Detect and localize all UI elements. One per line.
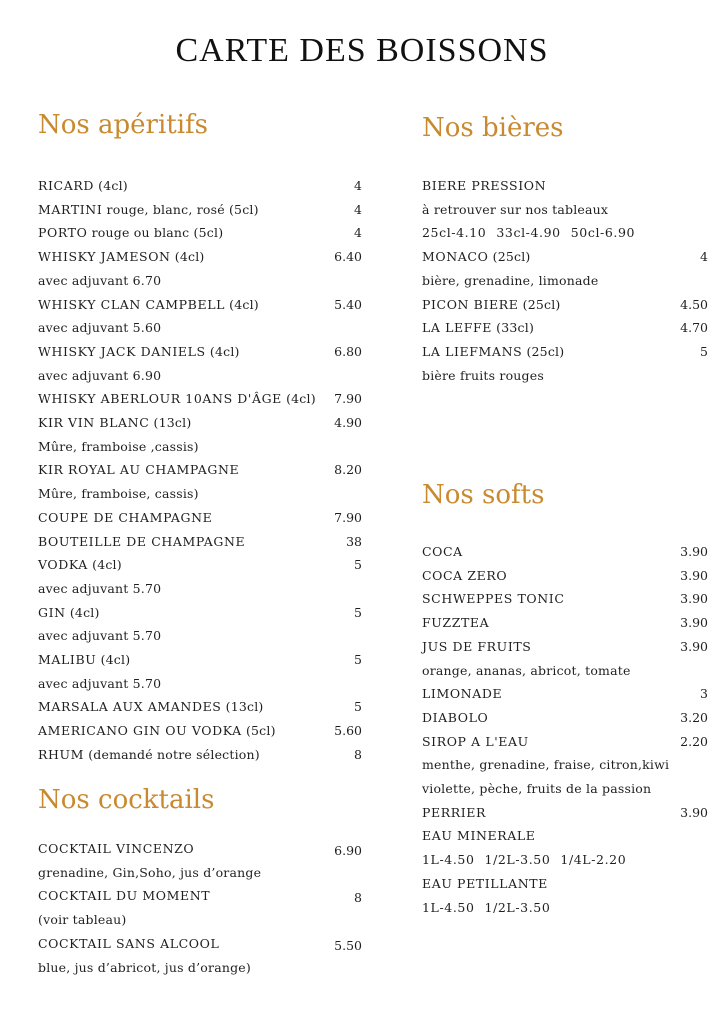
menu-row (422, 778, 708, 800)
item-description: (25cl) (518, 296, 561, 312)
item-price: 4 (354, 225, 362, 241)
item-detail (422, 897, 550, 919)
item-detail (38, 625, 161, 647)
item-price: 3.20 (680, 709, 708, 725)
menu-row (38, 317, 362, 339)
item-description: (4cl) (96, 652, 131, 667)
item-detail (38, 365, 161, 387)
item-name (422, 565, 507, 587)
item-title: MARTINI (38, 201, 103, 217)
item-description: menthe, grenadine, fraise, citron,kiwi (422, 757, 670, 773)
item-title: WHISKY JAMESON (38, 249, 171, 265)
item-name (422, 731, 529, 753)
menu-row (422, 294, 708, 316)
item-name (38, 294, 259, 316)
item-name (38, 341, 240, 363)
menu-row (38, 341, 362, 363)
item-description: orange, ananas, abricot, tomate (422, 662, 631, 678)
menu-row (38, 459, 362, 481)
item-description: (5cl) (241, 723, 276, 739)
item-description: blue, jus d’abricot, jus d’orange) (38, 959, 251, 975)
item-title: COUPE DE CHAMPAGNE (38, 509, 213, 525)
menu-row (38, 507, 362, 529)
item-price: 4 (354, 178, 362, 193)
item-detail (38, 436, 199, 458)
size-price: 1/2L-3.50 (484, 899, 551, 915)
item-price: 5.40 (334, 296, 362, 312)
item-price: 8 (354, 746, 362, 762)
item-detail (38, 270, 161, 292)
item-price: 5 (354, 557, 362, 573)
item-description: (13cl) (221, 699, 264, 715)
menu-row (422, 873, 708, 895)
menu-row (422, 246, 708, 268)
item-name (422, 175, 546, 197)
menu-row (422, 849, 708, 871)
item-price: 5.60 (334, 723, 362, 739)
item-title: PORTO (38, 225, 88, 241)
menu-row (422, 612, 708, 634)
item-price: 5 (354, 604, 362, 620)
item-title: KIR ROYAL AU CHAMPAGNE (38, 462, 240, 478)
item-description: Mûre, framboise ,cassis) (38, 438, 199, 454)
item-description: (25cl) (522, 343, 565, 359)
item-title: FUZZTEA (422, 615, 490, 631)
menu-row (422, 588, 708, 610)
item-description: violette, pèche, fruits de la passion (422, 781, 652, 796)
item-title: PERRIER (422, 804, 487, 820)
menu-row (38, 483, 362, 505)
item-price: 8.20 (334, 462, 362, 478)
item-price: 6.90 (334, 843, 362, 858)
menu-row (38, 222, 362, 244)
item-description: (demandé notre sélection) (84, 746, 260, 762)
size-price: 1L-4.50 (422, 899, 475, 915)
item-title: WHISKY CLAN CAMPBELL (38, 296, 225, 312)
item-title: LA LEFFE (422, 320, 492, 336)
item-price: 6.80 (334, 343, 362, 359)
item-description: avec adjuvant 6.70 (38, 272, 162, 288)
menu-row (38, 909, 362, 931)
item-name (422, 825, 536, 847)
item-name (38, 744, 260, 766)
menu-row (38, 531, 362, 553)
size-price: 1L-4.50 (422, 852, 475, 868)
menu-row (38, 885, 362, 907)
item-title: BIERE PRESSION (422, 178, 547, 193)
item-name (38, 720, 276, 742)
item-description: (33cl) (492, 320, 535, 336)
heading-aperitifs: Nos apéritifs (38, 110, 209, 140)
item-detail (422, 222, 635, 244)
item-name (422, 588, 565, 610)
item-title: EAU PETILLANTE (422, 875, 548, 891)
item-title: COCKTAIL VINCENZO (38, 841, 195, 856)
item-price: 4 (354, 201, 362, 217)
item-title: BOUTEILLE DE CHAMPAGNE (38, 533, 246, 549)
item-price: 4.50 (680, 296, 708, 312)
item-price: 3.90 (680, 567, 708, 583)
item-description: (4cl) (170, 249, 205, 265)
page-title: CARTE DES BOISSONS (175, 32, 549, 69)
item-price: 8 (354, 890, 362, 906)
menu-row (422, 754, 708, 776)
item-name (422, 317, 534, 339)
menu-row (38, 933, 362, 955)
item-name (38, 175, 128, 197)
item-price: 3.90 (680, 615, 708, 631)
item-name (38, 199, 259, 221)
item-price: 4 (700, 249, 708, 265)
item-price: 4.90 (334, 415, 362, 430)
item-description: (4cl) (205, 343, 240, 359)
item-detail (38, 957, 251, 979)
size-price: 1/4L-2.20 (560, 852, 627, 868)
item-description: avec adjuvant 5.70 (38, 580, 162, 596)
size-price: 33cl-4.90 (496, 225, 561, 241)
item-description: (13cl) (149, 415, 192, 430)
item-price: 2.20 (680, 733, 708, 749)
item-price: 3.90 (680, 544, 708, 559)
item-title: EAU MINERALE (422, 828, 536, 844)
menu-row (38, 270, 362, 292)
item-title: COCKTAIL SANS ALCOOL (38, 935, 220, 951)
item-description: bière, grenadine, limonade (422, 272, 599, 288)
item-detail (422, 778, 651, 800)
item-name (422, 341, 564, 363)
item-name (422, 707, 488, 729)
item-title: RHUM (38, 746, 85, 762)
item-title: COCA ZERO (422, 567, 508, 583)
item-title: RICARD (38, 178, 94, 193)
size-price: 25cl-4.10 (422, 225, 487, 241)
menu-row (422, 565, 708, 587)
item-description: avec adjuvant 5.70 (38, 675, 162, 691)
item-name (422, 541, 463, 563)
item-name (38, 696, 264, 718)
item-title: COCA (422, 544, 463, 559)
item-title: COCKTAIL DU MOMENT (38, 888, 211, 904)
item-description: (voir tableau) (38, 912, 127, 928)
item-name (38, 602, 100, 624)
item-price: 5 (354, 652, 362, 667)
item-price: 4.70 (680, 320, 708, 336)
item-title: LA LIEFMANS (422, 343, 523, 359)
item-detail (422, 849, 626, 871)
menu-row (422, 731, 708, 753)
item-price: 7.90 (334, 509, 362, 525)
item-detail (38, 578, 161, 600)
item-description: (4cl) (93, 178, 128, 193)
item-description: (4cl) (281, 391, 316, 407)
menu-row (38, 365, 362, 387)
item-name (422, 636, 531, 658)
item-price: 3.90 (680, 638, 708, 654)
menu-row (422, 660, 708, 682)
item-description: (25cl) (488, 249, 531, 265)
menu-row (38, 696, 362, 718)
item-description: (4cl) (225, 296, 259, 312)
item-name (38, 554, 122, 576)
item-description: rouge, blanc, rosé (5cl) (102, 201, 259, 217)
item-name (38, 222, 223, 244)
menu-row (422, 683, 708, 705)
item-description: (4cl) (65, 604, 100, 620)
item-name (38, 507, 212, 529)
menu-row (38, 294, 362, 316)
item-description: avec adjuvant 6.90 (38, 367, 162, 383)
size-price: 1/2L-3.50 (484, 852, 551, 868)
menu-row (38, 673, 362, 695)
menu-row (38, 246, 362, 268)
item-detail (38, 862, 261, 884)
item-price: 5 (700, 343, 708, 359)
item-price: 3.90 (680, 804, 708, 820)
menu-row (38, 720, 362, 742)
item-title: SIROP A L'EAU (422, 733, 529, 749)
menu-row (38, 957, 362, 979)
item-detail (38, 673, 161, 695)
menu-row (422, 222, 708, 244)
item-detail (422, 270, 598, 292)
item-name (38, 459, 239, 481)
item-title: AMERICANO GIN OU VODKA (38, 723, 242, 739)
item-title: VODKA (38, 557, 88, 573)
menu-row (38, 838, 362, 860)
menu-row (38, 388, 362, 410)
item-title: MARSALA AUX AMANDES (38, 699, 222, 715)
item-detail (38, 483, 199, 505)
item-name (422, 612, 489, 634)
menu-row (38, 602, 362, 624)
item-title: WHISKY JACK DANIELS (38, 343, 206, 359)
menu-row (38, 649, 362, 671)
item-name (422, 246, 530, 268)
menu-row (422, 365, 708, 387)
size-price: 50cl-6.90 (570, 225, 636, 241)
menu-row (38, 578, 362, 600)
menu-row (38, 175, 362, 197)
item-price: 6.40 (334, 249, 362, 265)
menu-row (38, 625, 362, 647)
item-price: 38 (346, 533, 362, 549)
menu-row (38, 436, 362, 458)
item-description: rouge ou blanc (5cl) (87, 225, 224, 241)
menu-row (38, 862, 362, 884)
menu-row (38, 412, 362, 434)
item-name (38, 388, 316, 410)
item-price: 7.90 (334, 391, 362, 407)
item-detail (422, 660, 631, 682)
item-title: SCHWEPPES TONIC (422, 591, 565, 607)
menu-row (422, 541, 708, 563)
heading-bieres: Nos bières (422, 113, 564, 143)
item-title: MONACO (422, 249, 489, 265)
item-detail (38, 909, 126, 931)
item-name (38, 933, 219, 955)
menu-row (422, 802, 708, 824)
item-detail (422, 199, 608, 221)
item-description: grenadine, Gin,Soho, jus d’orange (38, 864, 262, 880)
item-description: à retrouver sur nos tableaux (422, 201, 609, 217)
item-title: KIR VIN BLANC (38, 415, 150, 430)
heading-softs: Nos softs (422, 480, 545, 510)
menu-row (38, 554, 362, 576)
menu-row (422, 317, 708, 339)
item-description: bière fruits rouges (422, 367, 544, 383)
heading-cocktails: Nos cocktails (38, 785, 215, 815)
item-name (38, 838, 194, 860)
item-name (38, 649, 130, 671)
item-name (38, 246, 204, 268)
menu-row (38, 199, 362, 221)
item-name (422, 873, 548, 895)
item-price: 3 (700, 686, 708, 702)
item-detail (422, 754, 669, 776)
item-title: DIABOLO (422, 709, 489, 725)
item-name (422, 802, 486, 824)
menu-row (422, 341, 708, 363)
item-title: PICON BIERE (422, 296, 519, 312)
item-name (38, 885, 210, 907)
item-detail (422, 365, 544, 387)
menu-row (422, 897, 708, 919)
menu-row (422, 825, 708, 847)
item-name (422, 683, 502, 705)
item-title: WHISKY ABERLOUR 10ANS D'ÂGE (38, 391, 282, 407)
menu-row (422, 270, 708, 292)
menu-row (422, 636, 708, 658)
item-description: avec adjuvant 5.70 (38, 628, 162, 644)
menu-row (38, 744, 362, 766)
item-price: 3.90 (680, 591, 708, 607)
item-detail (38, 317, 161, 339)
item-price: 5 (354, 699, 362, 715)
item-title: LIMONADE (422, 686, 503, 702)
item-name (38, 531, 245, 553)
item-description: Mûre, framboise, cassis) (38, 486, 199, 502)
menu-row (422, 199, 708, 221)
item-title: JUS DE FRUITS (422, 638, 532, 654)
menu-row (422, 707, 708, 729)
item-name (422, 294, 561, 316)
item-title: GIN (38, 604, 66, 620)
menu-row (422, 175, 708, 197)
item-price: 5.50 (334, 937, 362, 953)
item-description: (4cl) (87, 557, 122, 573)
item-title: MALIBU (38, 652, 97, 667)
item-name (38, 412, 191, 434)
item-description: avec adjuvant 5.60 (38, 320, 162, 336)
